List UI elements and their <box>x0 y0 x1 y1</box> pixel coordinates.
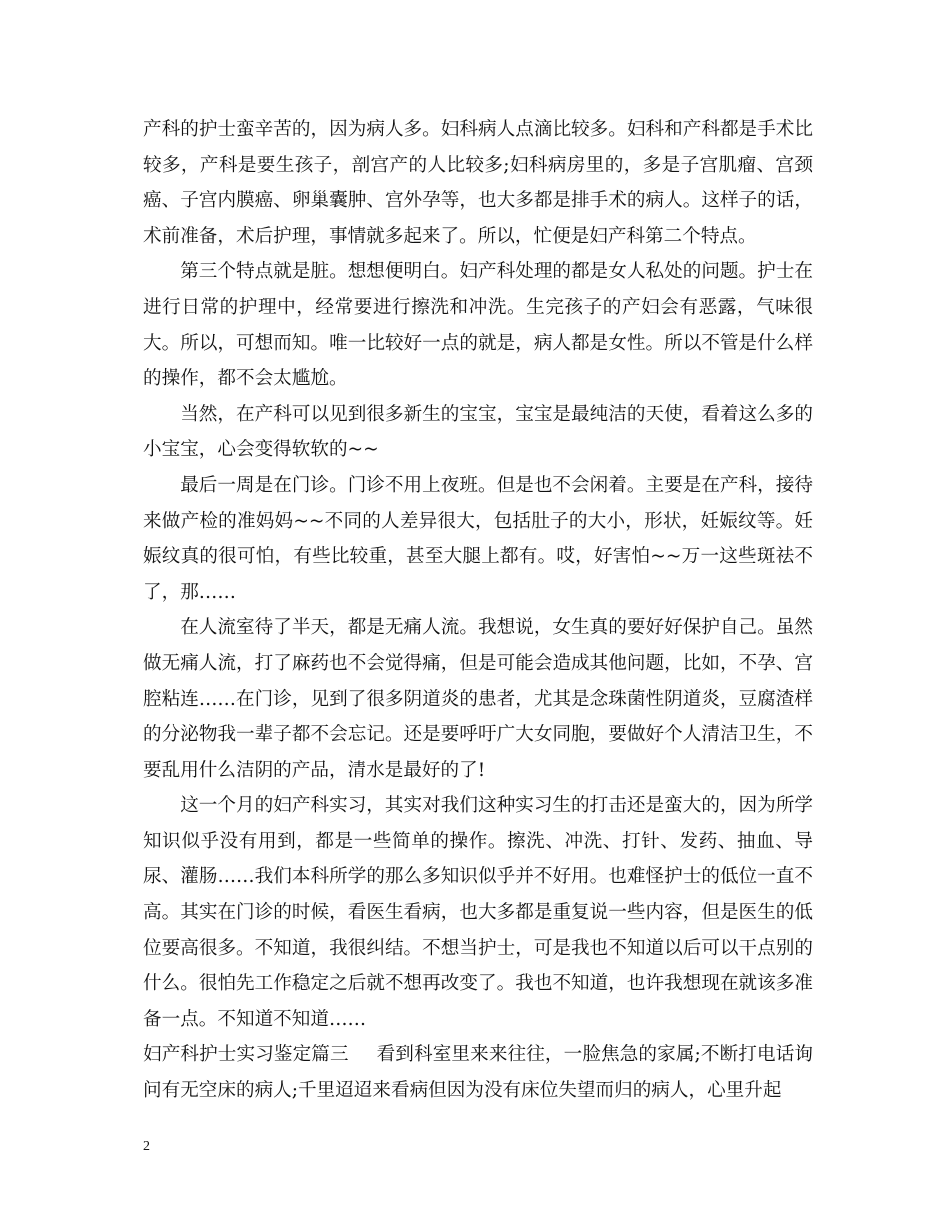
section-text: 看到科室里来来往往，一脸焦急的家属;不断打电话询问有无空床的病人;千里迢迢来看病但因为没有床位失望而归的病人，心里升起 <box>143 1044 813 1102</box>
paragraph-4: 最后一周是在门诊。门诊不用上夜班。但是也不会闲着。主要是在产科，接待来做产检的准妈妈~~不同的人差异很大，包括肚子的大小，形状，妊娠纹等。妊娠纹真的很可怕，有些比较重，甚至大腿上都有。哎，好害怕~~万一这些斑祛不了，那…… <box>143 474 813 603</box>
section-heading: 妇产科护士实习鉴定篇三 <box>143 1044 349 1066</box>
paragraph-1: 产科的护士蛮辛苦的，因为病人多。妇科病人点滴比较多。妇科和产科都是手术比较多，产科是要生孩子，剖宫产的人比较多;妇科病房里的，多是子宫肌瘤、宫颈癌、子宫内膜癌、卵巢囊肿、宫外孕等，也大多都是排手术的病人。这样子的话，术前准备，术后护理，事情就多起来了。所以，忙便是妇产科第二个特点。 <box>143 119 813 247</box>
paragraph-3: 当然，在产科可以见到很多新生的宝宝，宝宝是最纯洁的天使，看着这么多的小宝宝，心会变得软软的~~ <box>143 403 813 461</box>
paragraph-5: 在人流室待了半天，都是无痛人流。我想说，女生真的要好好保护自己。虽然做无痛人流，打了麻药也不会觉得痛，但是可能会造成其他问题，比如，不孕、宫腔粘连……在门诊，见到了很多阴道炎的患者，尤其是念珠菌性阴道炎，豆腐渣样的分泌物我一辈子都不会忘记。还是要呼吁广大女同胞，要做好个人清洁卫生，不要乱用什么洁阴的产品，清水是最好的了! <box>143 617 813 781</box>
paragraph-2: 第三个特点就是脏。想想便明白。妇产科处理的都是女人私处的问题。护士在进行日常的护理中，经常要进行擦洗和冲洗。生完孩子的产妇会有恶露，气味很大。所以，可想而知。唯一比较好一点的就是，病人都是女性。所以不管是什么样的操作，都不会太尴尬。 <box>143 261 813 390</box>
document-body <box>143 112 813 1109</box>
paragraph-6: 这一个月的妇产科实习，其实对我们这种实习生的打击还是蛮大的，因为所学知识似乎没有用到，都是一些简单的操作。擦洗、冲洗、打针、发药、抽血、导尿、灌肠……我们本科所学的那么多知识似乎并不好用。也难怪护士的低位一直不高。其实在门诊的时候，看医生看病，也大多都是重复说一些内容，但是医生的低位要高很多。不知道，我很纠结。不想当护士，可是我也不知道以后可以干点别的什么。很怕先工作稳定之后就不想再改变了。我也不知道，也许我想现在就该多准备一点。不知道不知道…… <box>143 795 813 1030</box>
page-number: 2 <box>143 1139 150 1154</box>
section-paragraph <box>143 1037 813 1108</box>
